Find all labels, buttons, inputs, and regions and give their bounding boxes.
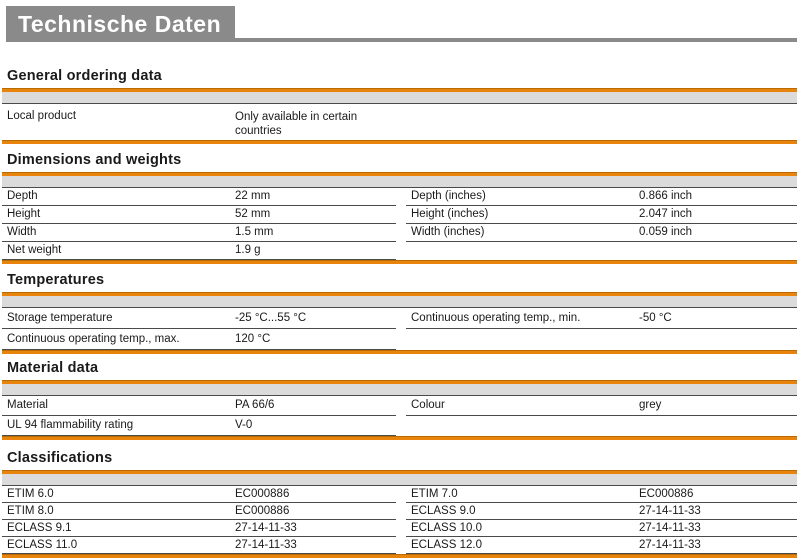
table-half-right — [406, 396, 797, 436]
row-label: Width (inches) — [411, 226, 485, 238]
section-heading: Dimensions and weights — [7, 152, 182, 168]
table-row — [2, 188, 396, 206]
row-value: 27-14-11-33 — [639, 504, 701, 517]
section-bottom-rule — [2, 260, 797, 264]
table-half-left — [2, 104, 396, 140]
section-table — [2, 486, 797, 554]
row-value: 22 mm — [235, 190, 271, 202]
row-value: 52 mm — [235, 208, 271, 220]
row-value: grey — [639, 399, 662, 411]
section-heading: Temperatures — [7, 272, 105, 288]
row-label: Width — [7, 226, 37, 238]
datasheet-page — [2, 6, 797, 558]
table-half-left — [2, 308, 396, 350]
row-label: ECLASS 10.0 — [411, 521, 482, 534]
table-row — [2, 224, 396, 242]
row-label: Height (inches) — [411, 208, 489, 220]
section-header-band — [2, 176, 797, 188]
row-value: EC000886 — [639, 487, 694, 500]
row-label: Height — [7, 208, 41, 220]
table-row — [406, 206, 797, 224]
row-label: Material — [7, 399, 48, 411]
row-label: Local product — [7, 110, 77, 122]
table-row — [2, 486, 396, 503]
row-label: ETIM 7.0 — [411, 487, 458, 500]
table-row — [406, 396, 797, 416]
row-label: Net weight — [7, 244, 62, 256]
table-half-right — [406, 104, 797, 140]
table-row — [406, 188, 797, 206]
table-row — [2, 329, 396, 350]
row-value: EC000886 — [235, 487, 290, 500]
section-bottom-rule — [2, 140, 797, 144]
table-row — [2, 396, 396, 416]
row-label: Storage temperature — [7, 311, 113, 324]
table-row — [2, 503, 396, 520]
section-table — [2, 188, 797, 260]
section-header-band — [2, 92, 797, 104]
row-label: ECLASS 9.0 — [411, 504, 476, 517]
row-label: ECLASS 11.0 — [7, 538, 78, 551]
row-label: ECLASS 9.1 — [7, 521, 72, 534]
row-value: 0.059 inch — [639, 226, 693, 238]
table-row — [2, 520, 396, 537]
table-row — [406, 537, 797, 554]
row-value: EC000886 — [235, 504, 290, 517]
row-value: -50 °C — [639, 311, 672, 324]
row-label: Continuous operating temp., min. — [411, 311, 581, 324]
row-value: V-0 — [235, 419, 253, 431]
sections-container — [2, 68, 797, 558]
table-half-right — [406, 486, 797, 554]
row-label: Continuous operating temp., max. — [7, 332, 180, 345]
table-row — [406, 503, 797, 520]
row-label: UL 94 flammability rating — [7, 419, 134, 431]
row-value: -25 °C...55 °C — [235, 311, 307, 324]
section-table — [2, 308, 797, 350]
section-classifications — [2, 450, 797, 558]
section-temperatures — [2, 272, 797, 354]
row-value: 1.9 g — [235, 244, 261, 256]
table-row — [2, 104, 396, 140]
row-value: 27-14-11-33 — [235, 538, 297, 551]
section-heading: Classifications — [7, 450, 113, 466]
section-header-band — [2, 384, 797, 396]
table-half-left — [2, 188, 396, 260]
table-row — [406, 224, 797, 242]
table-row — [2, 242, 396, 260]
row-value: 27-14-11-33 — [639, 538, 701, 551]
table-row — [406, 308, 797, 329]
table-half-right — [406, 188, 797, 260]
table-row — [2, 416, 396, 436]
section-header-band — [2, 296, 797, 308]
table-half-right — [406, 308, 797, 350]
row-value: 1.5 mm — [235, 226, 274, 238]
section-bottom-rule — [2, 554, 797, 558]
row-value: 2.047 inch — [639, 208, 693, 220]
table-row — [406, 520, 797, 537]
row-label: Depth (inches) — [411, 190, 486, 202]
section-bottom-rule — [2, 436, 797, 440]
row-label: Depth — [7, 190, 38, 202]
page-title: Technische Daten — [6, 6, 235, 42]
section-material-data — [2, 360, 797, 440]
row-label: ETIM 6.0 — [7, 487, 54, 500]
table-row — [2, 537, 396, 554]
row-label: ECLASS 12.0 — [411, 538, 482, 551]
row-value: 0.866 inch — [639, 190, 693, 202]
table-half-left — [2, 396, 396, 436]
section-heading: General ordering data — [7, 68, 162, 84]
section-general-ordering-data — [2, 68, 797, 144]
row-value: Only available in certain countries — [235, 111, 358, 137]
row-label: Colour — [411, 399, 445, 411]
table-half-left — [2, 486, 396, 554]
row-value: 120 °C — [235, 332, 271, 345]
section-table — [2, 104, 797, 140]
row-label: ETIM 8.0 — [7, 504, 54, 517]
table-row — [406, 486, 797, 503]
title-underline — [235, 38, 797, 42]
section-dimensions-and-weights — [2, 152, 797, 264]
table-row — [2, 206, 396, 224]
row-value: 27-14-11-33 — [235, 521, 297, 534]
section-heading: Material data — [7, 360, 99, 376]
section-bottom-rule — [2, 350, 797, 354]
row-value: PA 66/6 — [235, 399, 275, 411]
row-value: 27-14-11-33 — [639, 521, 701, 534]
page-title-bar — [6, 6, 797, 42]
section-table — [2, 396, 797, 436]
section-header-band — [2, 474, 797, 486]
table-row — [2, 308, 396, 329]
